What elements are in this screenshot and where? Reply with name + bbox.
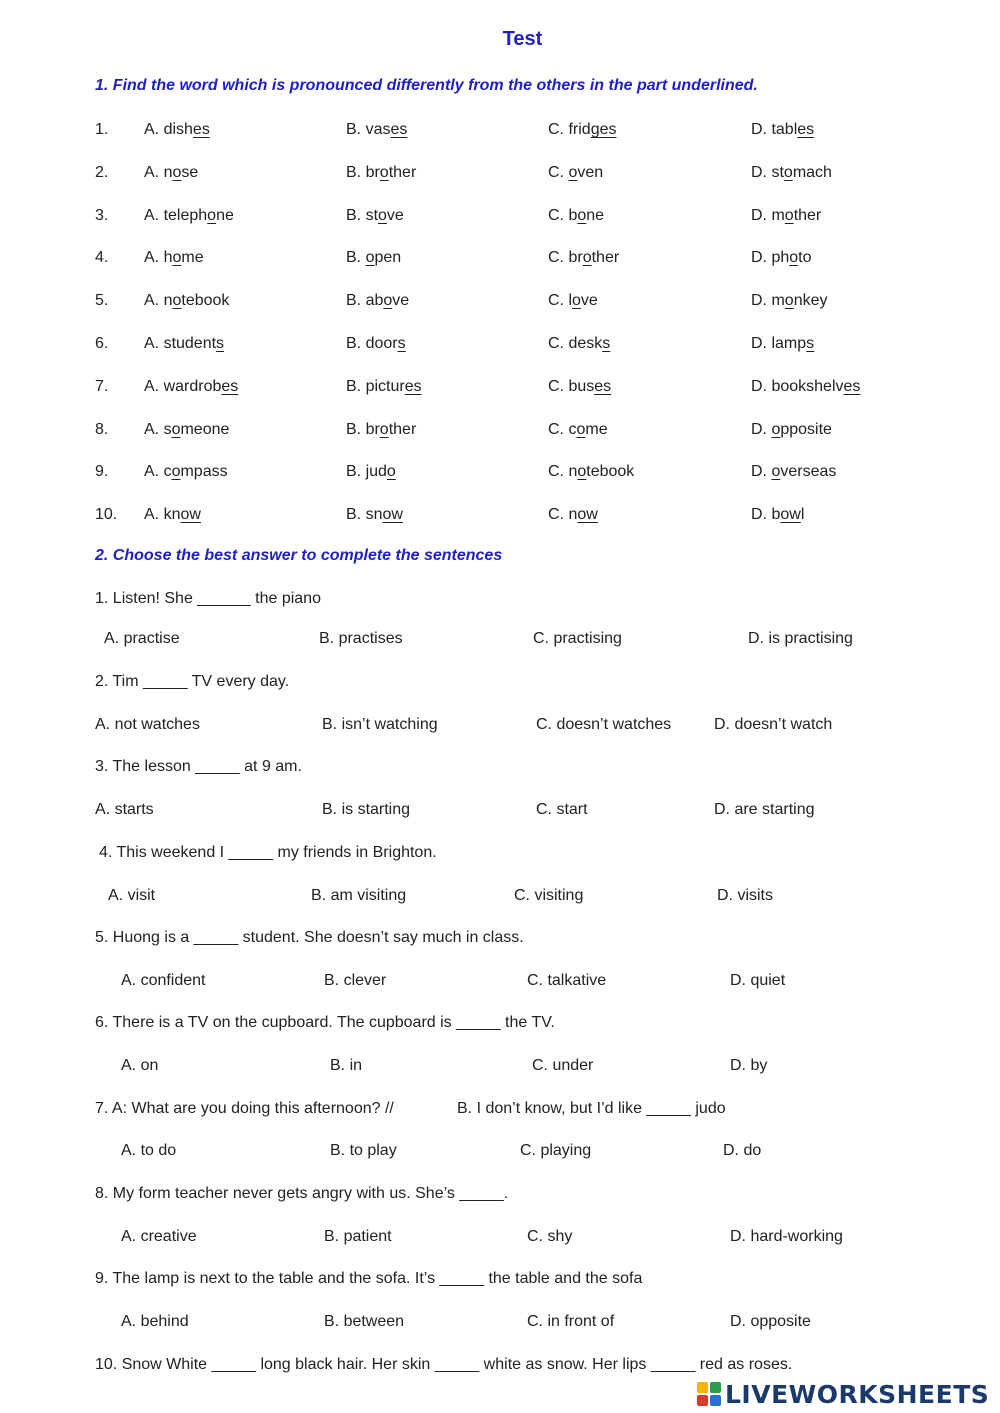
option-label: C.: [548, 463, 569, 481]
option-label: B.: [346, 463, 366, 481]
answer-option[interactable]: D. hard-working: [730, 1228, 843, 1245]
underlined-part: o: [172, 292, 182, 310]
answer-option[interactable]: C. talkative: [527, 972, 607, 989]
option-label: A.: [144, 335, 164, 352]
word-part: br: [365, 163, 380, 181]
word-part: st: [771, 163, 784, 181]
answer-option[interactable]: [751, 505, 804, 525]
underlined-part: ow: [180, 506, 201, 524]
answer-option[interactable]: [346, 291, 409, 311]
option-label: D.: [751, 206, 772, 224]
option-label: D.: [751, 506, 772, 524]
question-text: 4. This weekend I _____ my friends in Brighton.: [99, 844, 437, 861]
word-part: m: [771, 292, 785, 310]
underlined-part: o: [207, 206, 217, 224]
answer-option[interactable]: [548, 377, 611, 397]
word-part: s: [163, 420, 172, 438]
option-label: C.: [548, 420, 569, 438]
underlined-part: o: [365, 249, 375, 267]
underlined-part: o: [783, 163, 793, 181]
answer-option[interactable]: A. behind: [121, 1313, 189, 1330]
option-label: D.: [751, 249, 772, 267]
underlined-part: o: [379, 420, 389, 438]
answer-option[interactable]: [751, 120, 814, 140]
option-label: B.: [346, 335, 366, 352]
underlined-part: o: [784, 206, 794, 224]
word-part: br: [365, 420, 380, 438]
answer-option[interactable]: [346, 505, 403, 525]
answer-option[interactable]: D. is practising: [748, 630, 853, 647]
option-label: D.: [751, 292, 772, 310]
answer-option[interactable]: B. practises: [319, 630, 403, 647]
option-label: D.: [751, 377, 772, 395]
option-label: B.: [346, 506, 366, 524]
answer-option[interactable]: D. quiet: [730, 972, 786, 989]
answer-option[interactable]: [346, 377, 422, 397]
option-label: C.: [548, 377, 569, 395]
answer-option[interactable]: [548, 505, 598, 525]
answer-option[interactable]: [144, 505, 201, 525]
question-text: 3. The lesson _____ at 9 am.: [95, 758, 302, 775]
word-part: dish: [163, 121, 193, 138]
underlined-part: es: [797, 121, 815, 138]
word-part: me: [181, 249, 204, 267]
word-part: ve: [386, 206, 404, 224]
underlined-part: s: [397, 335, 406, 352]
answer-option[interactable]: B. is starting: [322, 801, 411, 818]
word-part: pen: [374, 249, 402, 267]
answer-option[interactable]: [346, 206, 404, 226]
option-label: A.: [144, 249, 164, 267]
word-part: se: [181, 163, 199, 181]
word-part: tebook: [586, 463, 635, 481]
underlined-part: es: [404, 377, 422, 395]
word-part: ther: [388, 163, 417, 181]
answer-option[interactable]: A. creative: [121, 1228, 197, 1245]
question-text: 6. There is a TV on the cupboard. The cupboard is _____ the TV.: [95, 1014, 555, 1031]
word-part: nkey: [793, 292, 828, 310]
answer-option[interactable]: [346, 462, 396, 482]
underlined-part: o: [378, 206, 387, 224]
underlined-part: es: [843, 377, 861, 395]
option-label: B.: [346, 163, 366, 181]
answer-option[interactable]: [144, 377, 238, 397]
word-part: c: [568, 420, 577, 438]
question-text: 8. My form teacher never gets angry with us. She’s _____.: [95, 1185, 509, 1202]
question-number: 3.: [95, 206, 109, 224]
word-part: teleph: [163, 206, 208, 224]
answer-option[interactable]: [144, 420, 229, 440]
option-label: D.: [751, 163, 772, 181]
word-part: n: [568, 506, 578, 524]
underlined-part: o: [572, 292, 581, 310]
option-label: D.: [751, 463, 772, 481]
answer-option[interactable]: A. practise: [104, 630, 180, 647]
word-part: ne: [586, 206, 605, 224]
underlined-part: o: [577, 206, 587, 224]
answer-option[interactable]: D. are starting: [714, 801, 815, 818]
answer-option[interactable]: A. not watches: [95, 716, 200, 733]
answer-option[interactable]: [346, 420, 416, 440]
section2-heading: 2. Choose the best answer to complete the sentences: [95, 547, 503, 564]
underlined-part: o: [582, 249, 592, 267]
word-part: ph: [771, 249, 790, 267]
word-part: br: [568, 249, 583, 267]
answer-option[interactable]: C. playing: [520, 1142, 592, 1159]
answer-option[interactable]: [751, 291, 827, 311]
option-label: A.: [144, 506, 164, 524]
option-label: B.: [346, 292, 366, 310]
underlined-part: o: [577, 463, 587, 481]
option-label: C.: [548, 121, 569, 138]
answer-option[interactable]: A. starts: [95, 801, 154, 818]
answer-option[interactable]: D. do: [723, 1142, 762, 1159]
answer-option[interactable]: B. isn’t watching: [322, 716, 438, 733]
option-label: A.: [144, 420, 164, 438]
answer-option[interactable]: A. on: [121, 1057, 159, 1074]
answer-option[interactable]: C. start: [536, 801, 588, 818]
answer-option[interactable]: [346, 334, 406, 354]
option-label: B.: [346, 121, 366, 138]
liveworksheets-logo: [697, 1378, 989, 1410]
underlined-part: o: [568, 163, 578, 181]
answer-option[interactable]: D. visits: [717, 887, 773, 904]
underlined-part: o: [771, 420, 781, 438]
answer-option[interactable]: [751, 377, 860, 397]
option-label: C.: [548, 249, 569, 267]
answer-option[interactable]: [144, 120, 210, 140]
question-number: 7.: [95, 377, 109, 395]
underlined-part: o: [379, 163, 389, 181]
answer-option[interactable]: A. visit: [108, 887, 156, 904]
option-label: B.: [346, 377, 366, 395]
underlined-part: o: [383, 292, 393, 310]
underlined-part: es: [221, 377, 239, 395]
answer-option[interactable]: A. to do: [121, 1142, 177, 1159]
word-part: bus: [568, 377, 595, 395]
answer-option[interactable]: B. in: [330, 1057, 363, 1074]
answer-option[interactable]: [751, 248, 812, 268]
answer-option[interactable]: [751, 334, 814, 354]
word-part: wardrob: [163, 377, 222, 395]
answer-option[interactable]: C. in front of: [527, 1313, 615, 1330]
word-part: sn: [365, 506, 383, 524]
answer-option[interactable]: [751, 163, 832, 183]
underlined-part: s: [602, 335, 611, 352]
question-number: 4.: [95, 249, 109, 267]
word-part: vas: [365, 121, 391, 138]
question-number: 1.: [95, 121, 109, 138]
answer-option[interactable]: [751, 462, 836, 482]
word-part: c: [163, 463, 172, 481]
answer-option[interactable]: B. am visiting: [311, 887, 407, 904]
answer-option[interactable]: [751, 420, 832, 440]
liveworksheets-logo-icon: [697, 1382, 721, 1406]
underlined-part: ow: [780, 506, 801, 524]
option-label: D.: [751, 420, 772, 438]
word-part: pictur: [365, 377, 405, 395]
question-number: 6.: [95, 335, 109, 352]
answer-option[interactable]: D. opposite: [730, 1313, 811, 1330]
word-part: pposite: [780, 420, 832, 438]
word-part: jud: [365, 463, 387, 481]
option-label: B.: [346, 420, 366, 438]
underlined-part: o: [171, 463, 181, 481]
word-part: m: [771, 206, 785, 224]
word-part: ab: [365, 292, 384, 310]
answer-option[interactable]: B. between: [324, 1313, 405, 1330]
word-part: student: [163, 335, 217, 352]
option-label: A.: [144, 463, 164, 481]
answer-option[interactable]: B. to play: [330, 1142, 397, 1159]
word-part: l: [800, 506, 805, 524]
answer-option[interactable]: [346, 163, 416, 183]
answer-option[interactable]: C. visiting: [514, 887, 584, 904]
word-part: n: [163, 292, 173, 310]
word-part: tabl: [771, 121, 798, 138]
answer-option[interactable]: [144, 462, 228, 482]
word-part: n: [568, 463, 578, 481]
word-part: mpass: [180, 463, 228, 481]
underlined-part: ow: [577, 506, 598, 524]
option-label: C.: [548, 292, 569, 310]
answer-option[interactable]: A. confident: [121, 972, 206, 989]
word-part: b: [771, 506, 781, 524]
answer-option[interactable]: [144, 291, 229, 311]
word-part: ther: [388, 420, 417, 438]
answer-option[interactable]: [751, 206, 821, 226]
liveworksheets-logo-text: LIVEWORKSHEETS: [725, 1379, 990, 1409]
answer-option[interactable]: C. shy: [527, 1228, 573, 1245]
underlined-part: o: [576, 420, 586, 438]
underlined-part: o: [172, 163, 182, 181]
word-part: h: [163, 249, 173, 267]
question-number: 10.: [95, 506, 118, 524]
word-part: b: [568, 206, 578, 224]
word-part: ther: [793, 206, 822, 224]
option-label: D.: [751, 335, 772, 352]
underlined-part: ow: [382, 506, 403, 524]
underlined-part: o: [771, 463, 781, 481]
answer-option[interactable]: [548, 334, 610, 354]
underlined-part: o: [789, 249, 799, 267]
question-number: 9.: [95, 463, 109, 481]
word-part: verseas: [780, 463, 837, 481]
question-text: 5. Huong is a _____ student. She doesn’t say much in class.: [95, 929, 524, 946]
answer-option[interactable]: [548, 206, 604, 226]
word-part: lamp: [771, 335, 807, 352]
option-label: C.: [548, 163, 569, 181]
word-part: ven: [577, 163, 604, 181]
option-label: A.: [144, 121, 164, 138]
option-label: A.: [144, 292, 164, 310]
answer-option[interactable]: [144, 334, 224, 354]
option-label: C.: [548, 335, 569, 352]
word-part: ther: [591, 249, 620, 267]
question-text: 1. Listen! She ______ the piano: [95, 590, 321, 607]
word-part: to: [798, 249, 812, 267]
option-label: C.: [548, 506, 569, 524]
option-label: C.: [548, 206, 569, 224]
answer-option[interactable]: [548, 462, 634, 482]
word-part: ne: [216, 206, 234, 224]
question-text: 2. Tim _____ TV every day.: [95, 673, 290, 690]
option-label: D.: [751, 121, 772, 138]
question-number: 8.: [95, 420, 109, 438]
underlined-part: s: [216, 335, 225, 352]
answer-option[interactable]: [144, 248, 204, 268]
question-number: 5.: [95, 292, 109, 310]
option-label: A.: [144, 377, 164, 395]
answer-option[interactable]: [144, 206, 234, 226]
word-part: mach: [792, 163, 832, 181]
answer-option[interactable]: [346, 120, 407, 140]
question-text: 9. The lamp is next to the table and the sofa. It’s _____ the table and the sofa: [95, 1270, 643, 1287]
section1-heading: 1. Find the word which is pronounced differently from the others in the part underlined.: [95, 77, 758, 94]
word-part: bookshelv: [771, 377, 844, 395]
option-label: B.: [346, 249, 366, 267]
word-part: me: [585, 420, 608, 438]
word-part: kn: [163, 506, 181, 524]
word-part: meone: [180, 420, 230, 438]
word-part: ve: [392, 292, 410, 310]
answer-option[interactable]: D. by: [730, 1057, 768, 1074]
underlined-part: o: [171, 420, 181, 438]
question-text: 7. A: What are you doing this afternoon? //: [95, 1100, 394, 1117]
page-title: Test: [502, 28, 543, 50]
underlined-part: ges: [590, 121, 617, 138]
question-number: 2.: [95, 163, 109, 181]
word-part: frid: [568, 121, 591, 138]
option-label: B.: [346, 206, 366, 224]
answer-option[interactable]: [548, 248, 619, 268]
underlined-part: o: [386, 463, 396, 481]
word-part: n: [163, 163, 173, 181]
word-part: st: [365, 206, 379, 224]
question-text-part2: B. I don’t know, but I’d like _____ judo: [457, 1100, 726, 1117]
underlined-part: o: [172, 249, 182, 267]
answer-option[interactable]: [548, 120, 616, 140]
option-label: A.: [144, 163, 164, 181]
answer-option[interactable]: [346, 248, 401, 268]
answer-option[interactable]: [548, 420, 608, 440]
answer-option[interactable]: [144, 163, 198, 183]
word-part: desk: [568, 335, 603, 352]
underlined-part: es: [594, 377, 612, 395]
answer-option[interactable]: [548, 163, 603, 183]
word-part: door: [365, 335, 398, 352]
underlined-part: es: [192, 121, 210, 138]
answer-option[interactable]: B. patient: [324, 1228, 392, 1245]
underlined-part: o: [784, 292, 794, 310]
underlined-part: s: [806, 335, 815, 352]
answer-option[interactable]: [548, 291, 598, 311]
answer-option[interactable]: B. clever: [324, 972, 387, 989]
underlined-part: es: [390, 121, 408, 138]
option-label: A.: [144, 206, 164, 224]
answer-option[interactable]: C. doesn’t watches: [536, 716, 672, 733]
word-part: tebook: [181, 292, 230, 310]
answer-option[interactable]: D. doesn’t watch: [714, 716, 833, 733]
word-part: ve: [580, 292, 598, 310]
answer-option[interactable]: C. practising: [533, 630, 622, 647]
answer-option[interactable]: C. under: [532, 1057, 594, 1074]
word-part: l: [568, 292, 573, 310]
question-text: 10. Snow White _____ long black hair. Her skin _____ white as snow. Her lips _____ red as roses.: [95, 1356, 793, 1373]
